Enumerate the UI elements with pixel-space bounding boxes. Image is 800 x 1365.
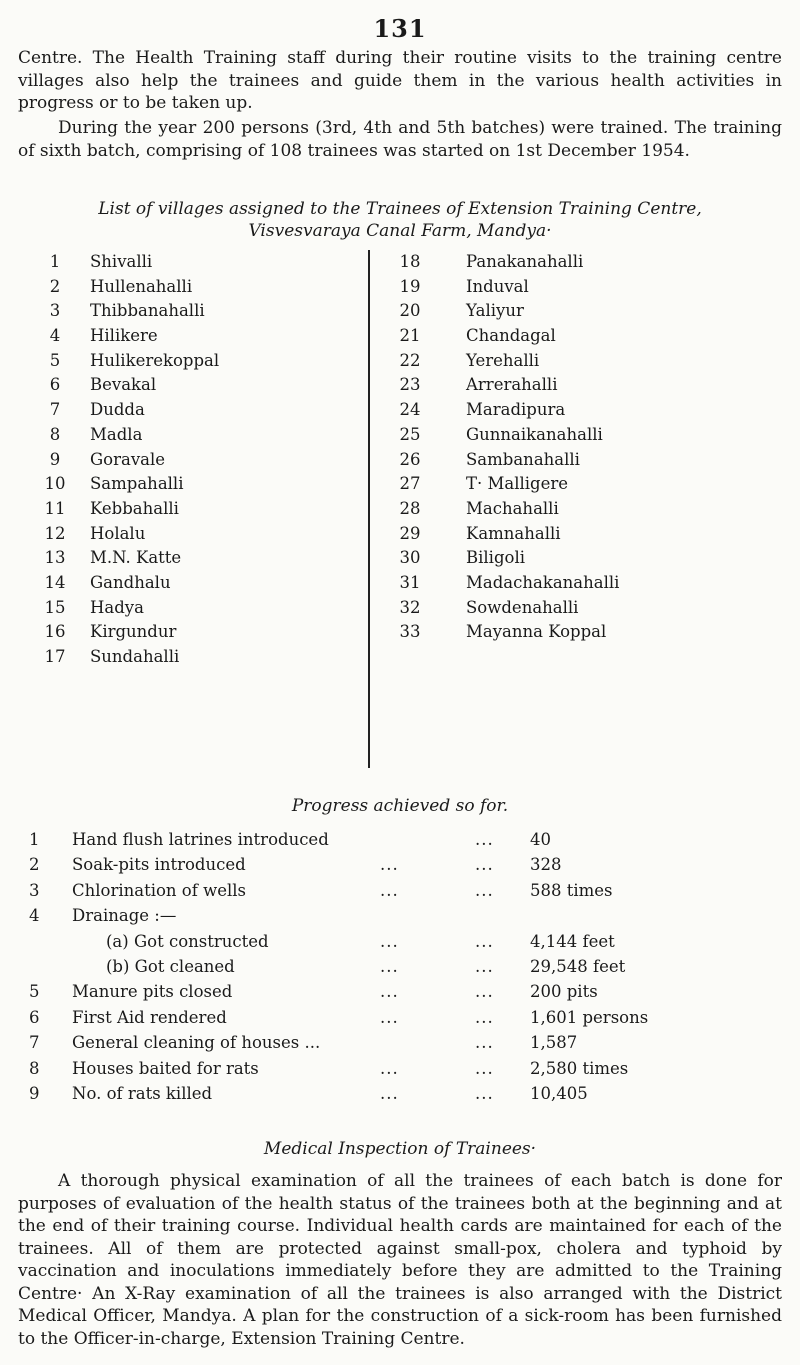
progress-number: 3 [29, 880, 40, 900]
progress-value: 10,405 [530, 1083, 588, 1103]
progress-label: (a) Got constructed [106, 931, 269, 951]
village-row [40, 250, 368, 275]
progress-label: General cleaning of houses ... [72, 1033, 321, 1053]
progress-leader-dots: ... [380, 956, 399, 976]
village-row [40, 497, 368, 522]
village-name: Machahalli [466, 498, 559, 518]
village-name: Yaliyur [466, 301, 524, 321]
village-row [40, 448, 368, 473]
progress-row [0, 827, 800, 852]
progress-number: 2 [29, 855, 40, 875]
village-name: Yerehalli [466, 350, 540, 370]
progress-label: Manure pits closed [72, 982, 233, 1002]
progress-leader-dots: ... [475, 855, 494, 875]
progress-leader-dots: ... [475, 1083, 494, 1103]
progress-row [0, 979, 800, 1004]
progress-label: First Aid rendered [72, 1007, 227, 1027]
progress-value: 29,548 feet [530, 956, 626, 976]
village-number: 31 [399, 572, 421, 592]
village-number: 22 [399, 350, 421, 370]
village-number: 8 [49, 424, 61, 444]
progress-value: 4,144 feet [530, 931, 615, 951]
progress-row [0, 878, 800, 903]
progress-leader-dots: ... [380, 982, 399, 1002]
progress-label: Houses baited for rats [72, 1058, 259, 1078]
village-name: T· Malligere [466, 474, 569, 494]
village-name: Sampahalli [90, 474, 184, 494]
village-row [40, 299, 368, 324]
village-row [370, 324, 780, 349]
village-number: 12 [44, 523, 66, 543]
village-number: 6 [49, 375, 61, 395]
progress-label: Soak-pits introduced [72, 855, 246, 875]
progress-leader-dots: ... [475, 956, 494, 976]
village-name: Kebbahalli [90, 498, 179, 518]
village-number: 33 [399, 622, 421, 642]
progress-value: 2,580 times [530, 1058, 629, 1078]
progress-leader-dots: ... [475, 982, 494, 1002]
progress-number: 4 [29, 906, 40, 926]
progress-value: 588 times [530, 880, 613, 900]
village-row [370, 472, 780, 497]
village-number: 13 [44, 548, 66, 568]
village-row [40, 645, 368, 670]
village-row [370, 398, 780, 423]
progress-list [0, 827, 800, 1106]
progress-leader-dots: ... [475, 1007, 494, 1027]
progress-row [0, 903, 800, 928]
village-number: 15 [44, 597, 66, 617]
progress-row [0, 1030, 800, 1055]
progress-leader-dots: ... [475, 830, 494, 849]
village-row [370, 349, 780, 374]
village-row [370, 299, 780, 324]
progress-row [0, 1081, 800, 1106]
village-name: M.N. Katte [90, 548, 182, 568]
village-row [40, 373, 368, 398]
village-name: Dudda [90, 400, 145, 420]
village-row [40, 620, 368, 645]
village-name: Kirgundur [90, 622, 177, 642]
progress-row [0, 929, 800, 954]
village-number: 27 [399, 474, 421, 494]
village-number: 24 [399, 400, 421, 420]
village-row [40, 546, 368, 571]
progress-leader-dots: ... [475, 931, 494, 951]
village-row [370, 522, 780, 547]
village-name: Maradipura [466, 400, 566, 420]
village-row [40, 423, 368, 448]
village-row [370, 373, 780, 398]
progress-number: 1 [29, 830, 40, 849]
village-row [40, 472, 368, 497]
village-number: 17 [44, 647, 66, 666]
progress-leader-dots: ... [380, 931, 399, 951]
village-name: Madachakanahalli [466, 572, 620, 592]
progress-value: 1,587 [530, 1033, 578, 1053]
progress-value: 200 pits [530, 982, 598, 1002]
progress-leader-dots: ... [380, 880, 399, 900]
village-name: Chandagal [466, 326, 556, 346]
progress-label: No. of rats killed [72, 1083, 213, 1103]
village-number: 21 [399, 326, 421, 346]
village-name: Shivalli [90, 252, 153, 271]
village-name: Arrerahalli [466, 375, 558, 395]
villages-right-column [370, 250, 780, 645]
village-number: 11 [44, 498, 66, 518]
village-name: Sowdenahalli [466, 597, 579, 617]
village-name: Mayanna Koppal [466, 622, 607, 642]
progress-row [0, 852, 800, 877]
village-number: 23 [399, 375, 421, 395]
village-row [40, 324, 368, 349]
village-number: 5 [49, 350, 61, 370]
village-name: Holalu [90, 523, 146, 543]
village-name: Gunnaikanahalli [466, 424, 603, 444]
progress-number: 9 [29, 1083, 40, 1103]
village-name: Bevakal [90, 375, 157, 395]
progress-label: Chlorination of wells [72, 880, 246, 900]
progress-value: 328 [530, 855, 562, 875]
village-name: Madla [90, 424, 143, 444]
progress-label: Hand flush latrines introduced [72, 830, 329, 849]
village-row [40, 596, 368, 621]
village-row [370, 620, 780, 645]
intro-paragraph-1: Centre. The Health Training staff during their routine visits to the training centre villages also help the trainees and guide them in the various health activities in progress or to be taken up. [18, 48, 782, 113]
progress-number: 8 [29, 1058, 40, 1078]
village-row [40, 275, 368, 300]
village-number: 3 [49, 301, 61, 321]
village-name: Kamnahalli [466, 523, 561, 543]
village-name: Gandhalu [90, 572, 171, 592]
village-number: 28 [399, 498, 421, 518]
village-row [370, 250, 780, 275]
village-number: 7 [49, 400, 61, 420]
villages-left-column [40, 250, 370, 768]
village-row [370, 448, 780, 473]
progress-row [0, 1005, 800, 1030]
progress-value: 1,601 persons [530, 1007, 649, 1027]
progress-leader-dots: ... [380, 1083, 399, 1103]
progress-label: (b) Got cleaned [106, 956, 235, 976]
village-row [40, 571, 368, 596]
progress-row [0, 954, 800, 979]
village-name: Hilikere [90, 326, 158, 346]
progress-leader-dots: ... [380, 1007, 399, 1027]
progress-value: 40 [530, 830, 551, 849]
village-row [40, 349, 368, 374]
progress-label: Drainage :— [72, 906, 177, 926]
village-row [370, 423, 780, 448]
village-number: 2 [49, 276, 61, 296]
progress-leader-dots: ... [475, 1033, 494, 1053]
page-number: 131 [373, 14, 427, 43]
progress-number: 5 [29, 982, 40, 1002]
progress-leader-dots: ... [475, 880, 494, 900]
village-name: Thibbanahalli [90, 301, 205, 321]
village-number: 20 [399, 301, 421, 321]
village-name: Hadya [90, 597, 144, 617]
village-name: Biligoli [466, 548, 526, 568]
villages-heading-line1: List of villages assigned to the Trainees of Extension Training Centre, [98, 199, 702, 219]
medical-heading: Medical Inspection of Trainees· [263, 1139, 537, 1159]
village-name: Goravale [90, 449, 166, 469]
village-row [370, 546, 780, 571]
village-name: Hullenahalli [90, 276, 193, 296]
village-row [40, 522, 368, 547]
village-number: 14 [44, 572, 66, 592]
village-name: Induval [466, 276, 529, 296]
intro-paragraph-2: During the year 200 persons (3rd, 4th and 5th batches) were trained. The training of sixth batch, comprising of 108 trainees was started on 1st December 1954. [18, 118, 782, 161]
village-name: Sambanahalli [466, 449, 580, 469]
progress-number: 6 [29, 1007, 40, 1027]
village-number: 26 [399, 449, 421, 469]
village-name: Panakanahalli [466, 252, 584, 271]
villages-heading [0, 198, 800, 242]
progress-row [0, 1056, 800, 1081]
village-number: 1 [49, 252, 61, 271]
village-number: 18 [399, 252, 421, 271]
progress-leader-dots: ... [380, 855, 399, 875]
progress-leader-dots: ... [475, 1058, 494, 1078]
village-number: 25 [399, 424, 421, 444]
medical-paragraph: A thorough physical examination of all the trainees of each batch is done for purposes of evaluation of the health status of the trainees both at the beginning and at the end of their training course. Individual health cards are maintained for each of the trainees. All of them are protected against small-pox, cholera and typhoid by vaccination and inoculations immediately before they are admitted to the Training Centre· An X-Ray examination of all the trainees is also arranged with the District Medical Officer, Mandya. A plan for the construction of a sick-room has been furnished to the Officer-in-charge, Extension Training Centre. [18, 1171, 782, 1349]
village-row [370, 497, 780, 522]
village-number: 30 [399, 548, 421, 568]
village-row [370, 596, 780, 621]
village-number: 29 [399, 523, 421, 543]
village-number: 19 [399, 276, 421, 296]
progress-leader-dots: ... [380, 1058, 399, 1078]
village-row [370, 275, 780, 300]
village-number: 32 [399, 597, 421, 617]
village-number: 4 [49, 326, 61, 346]
village-number: 10 [44, 474, 66, 494]
village-row [370, 571, 780, 596]
progress-heading: Progress achieved so for. [291, 796, 509, 816]
village-number: 16 [44, 622, 66, 642]
villages-heading-line2: Visvesvaraya Canal Farm, Mandya· [248, 221, 552, 241]
progress-number: 7 [29, 1033, 40, 1053]
village-row [40, 398, 368, 423]
village-number: 9 [49, 449, 61, 469]
village-name: Sundahalli [90, 647, 180, 666]
village-name: Hulikerekoppal [90, 350, 220, 370]
